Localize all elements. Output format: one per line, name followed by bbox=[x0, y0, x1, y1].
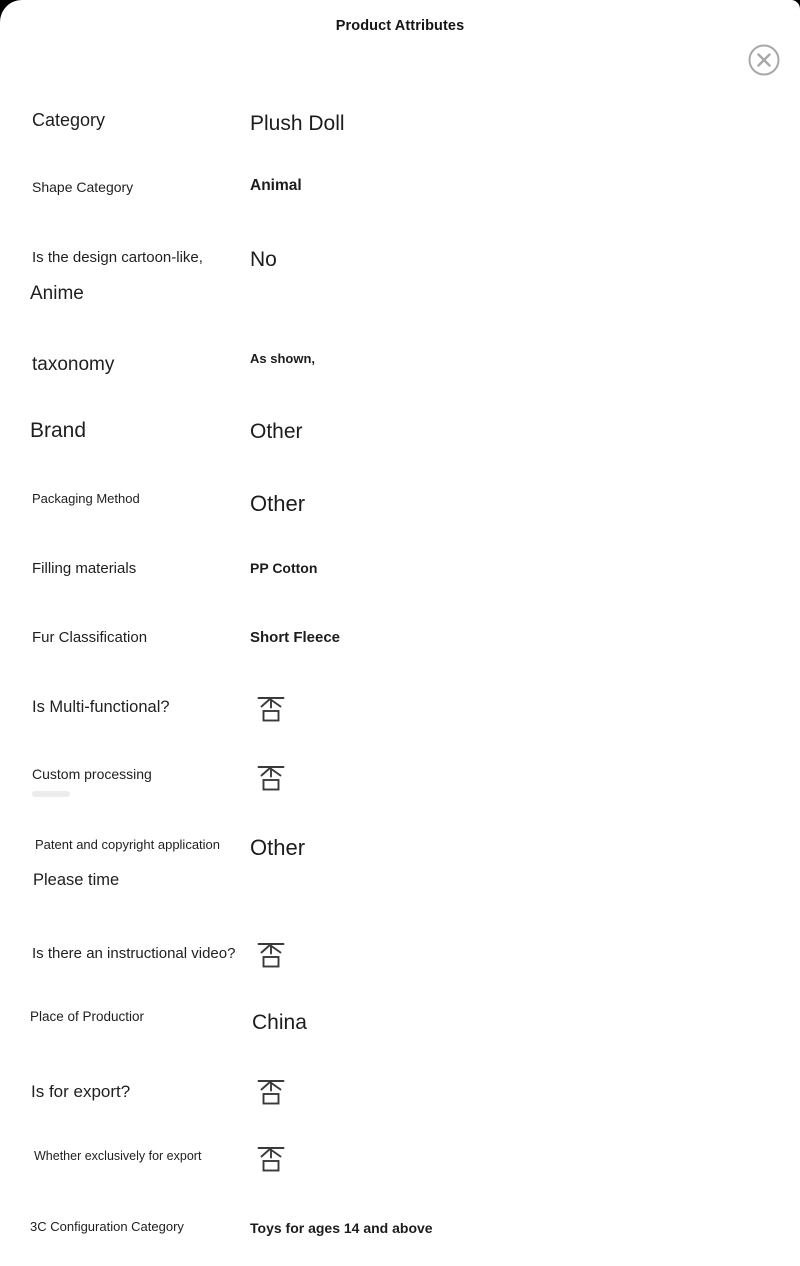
attribute-value: No bbox=[250, 248, 277, 271]
attribute-label: Packaging Method bbox=[32, 491, 140, 506]
attribute-label: Custom processing bbox=[32, 766, 152, 782]
attribute-value: As shown, bbox=[250, 351, 316, 366]
attribute-value: Short Fleece bbox=[250, 629, 341, 646]
attribute-value: Plush Doll bbox=[250, 112, 345, 135]
attribute-label: Patent and copyright application bbox=[35, 837, 221, 852]
attribute-value: Animal bbox=[250, 177, 302, 194]
attribute-label: Place of Productior bbox=[30, 1009, 145, 1024]
attribute-value-chinese-no-glyph bbox=[257, 763, 285, 793]
attribute-label: Filling materials bbox=[32, 560, 137, 577]
attribute-value: Toys for ages 14 and above bbox=[250, 1220, 433, 1236]
close-button[interactable] bbox=[748, 44, 780, 76]
attribute-label: Brand bbox=[30, 419, 87, 442]
attribute-value-chinese-no-glyph bbox=[257, 694, 285, 724]
attribute-label: Is the design cartoon-like, bbox=[32, 249, 203, 266]
attribute-label-line2: Anime bbox=[30, 283, 84, 304]
attribute-label-line2: Please time bbox=[33, 871, 120, 889]
attribute-value-chinese-no-glyph bbox=[257, 940, 285, 970]
attribute-label: 3C Configuration Category bbox=[30, 1219, 184, 1234]
faded-text-remnant bbox=[32, 791, 70, 797]
attribute-label: Category bbox=[32, 110, 106, 130]
attribute-value: Other bbox=[250, 491, 306, 516]
attribute-label: Is there an instructional video? bbox=[32, 945, 236, 962]
attribute-value-chinese-no-glyph bbox=[257, 1144, 285, 1174]
attribute-label: taxonomy bbox=[32, 354, 115, 375]
attribute-value: Other bbox=[250, 420, 303, 443]
attribute-label: Is for export? bbox=[31, 1082, 131, 1101]
attribute-value: Other bbox=[250, 835, 306, 860]
attribute-value-chinese-no-glyph bbox=[257, 1077, 285, 1107]
attribute-label: Whether exclusively for export bbox=[34, 1149, 202, 1163]
attribute-label: Shape Category bbox=[32, 179, 134, 195]
attribute-value: China bbox=[252, 1011, 307, 1034]
attribute-label: Fur Classification bbox=[32, 629, 148, 646]
attribute-label: Is Multi-functional? bbox=[32, 698, 170, 716]
close-icon bbox=[748, 44, 780, 76]
attribute-value: PP Cotton bbox=[250, 560, 318, 576]
page-title: Product Attributes bbox=[335, 18, 465, 34]
